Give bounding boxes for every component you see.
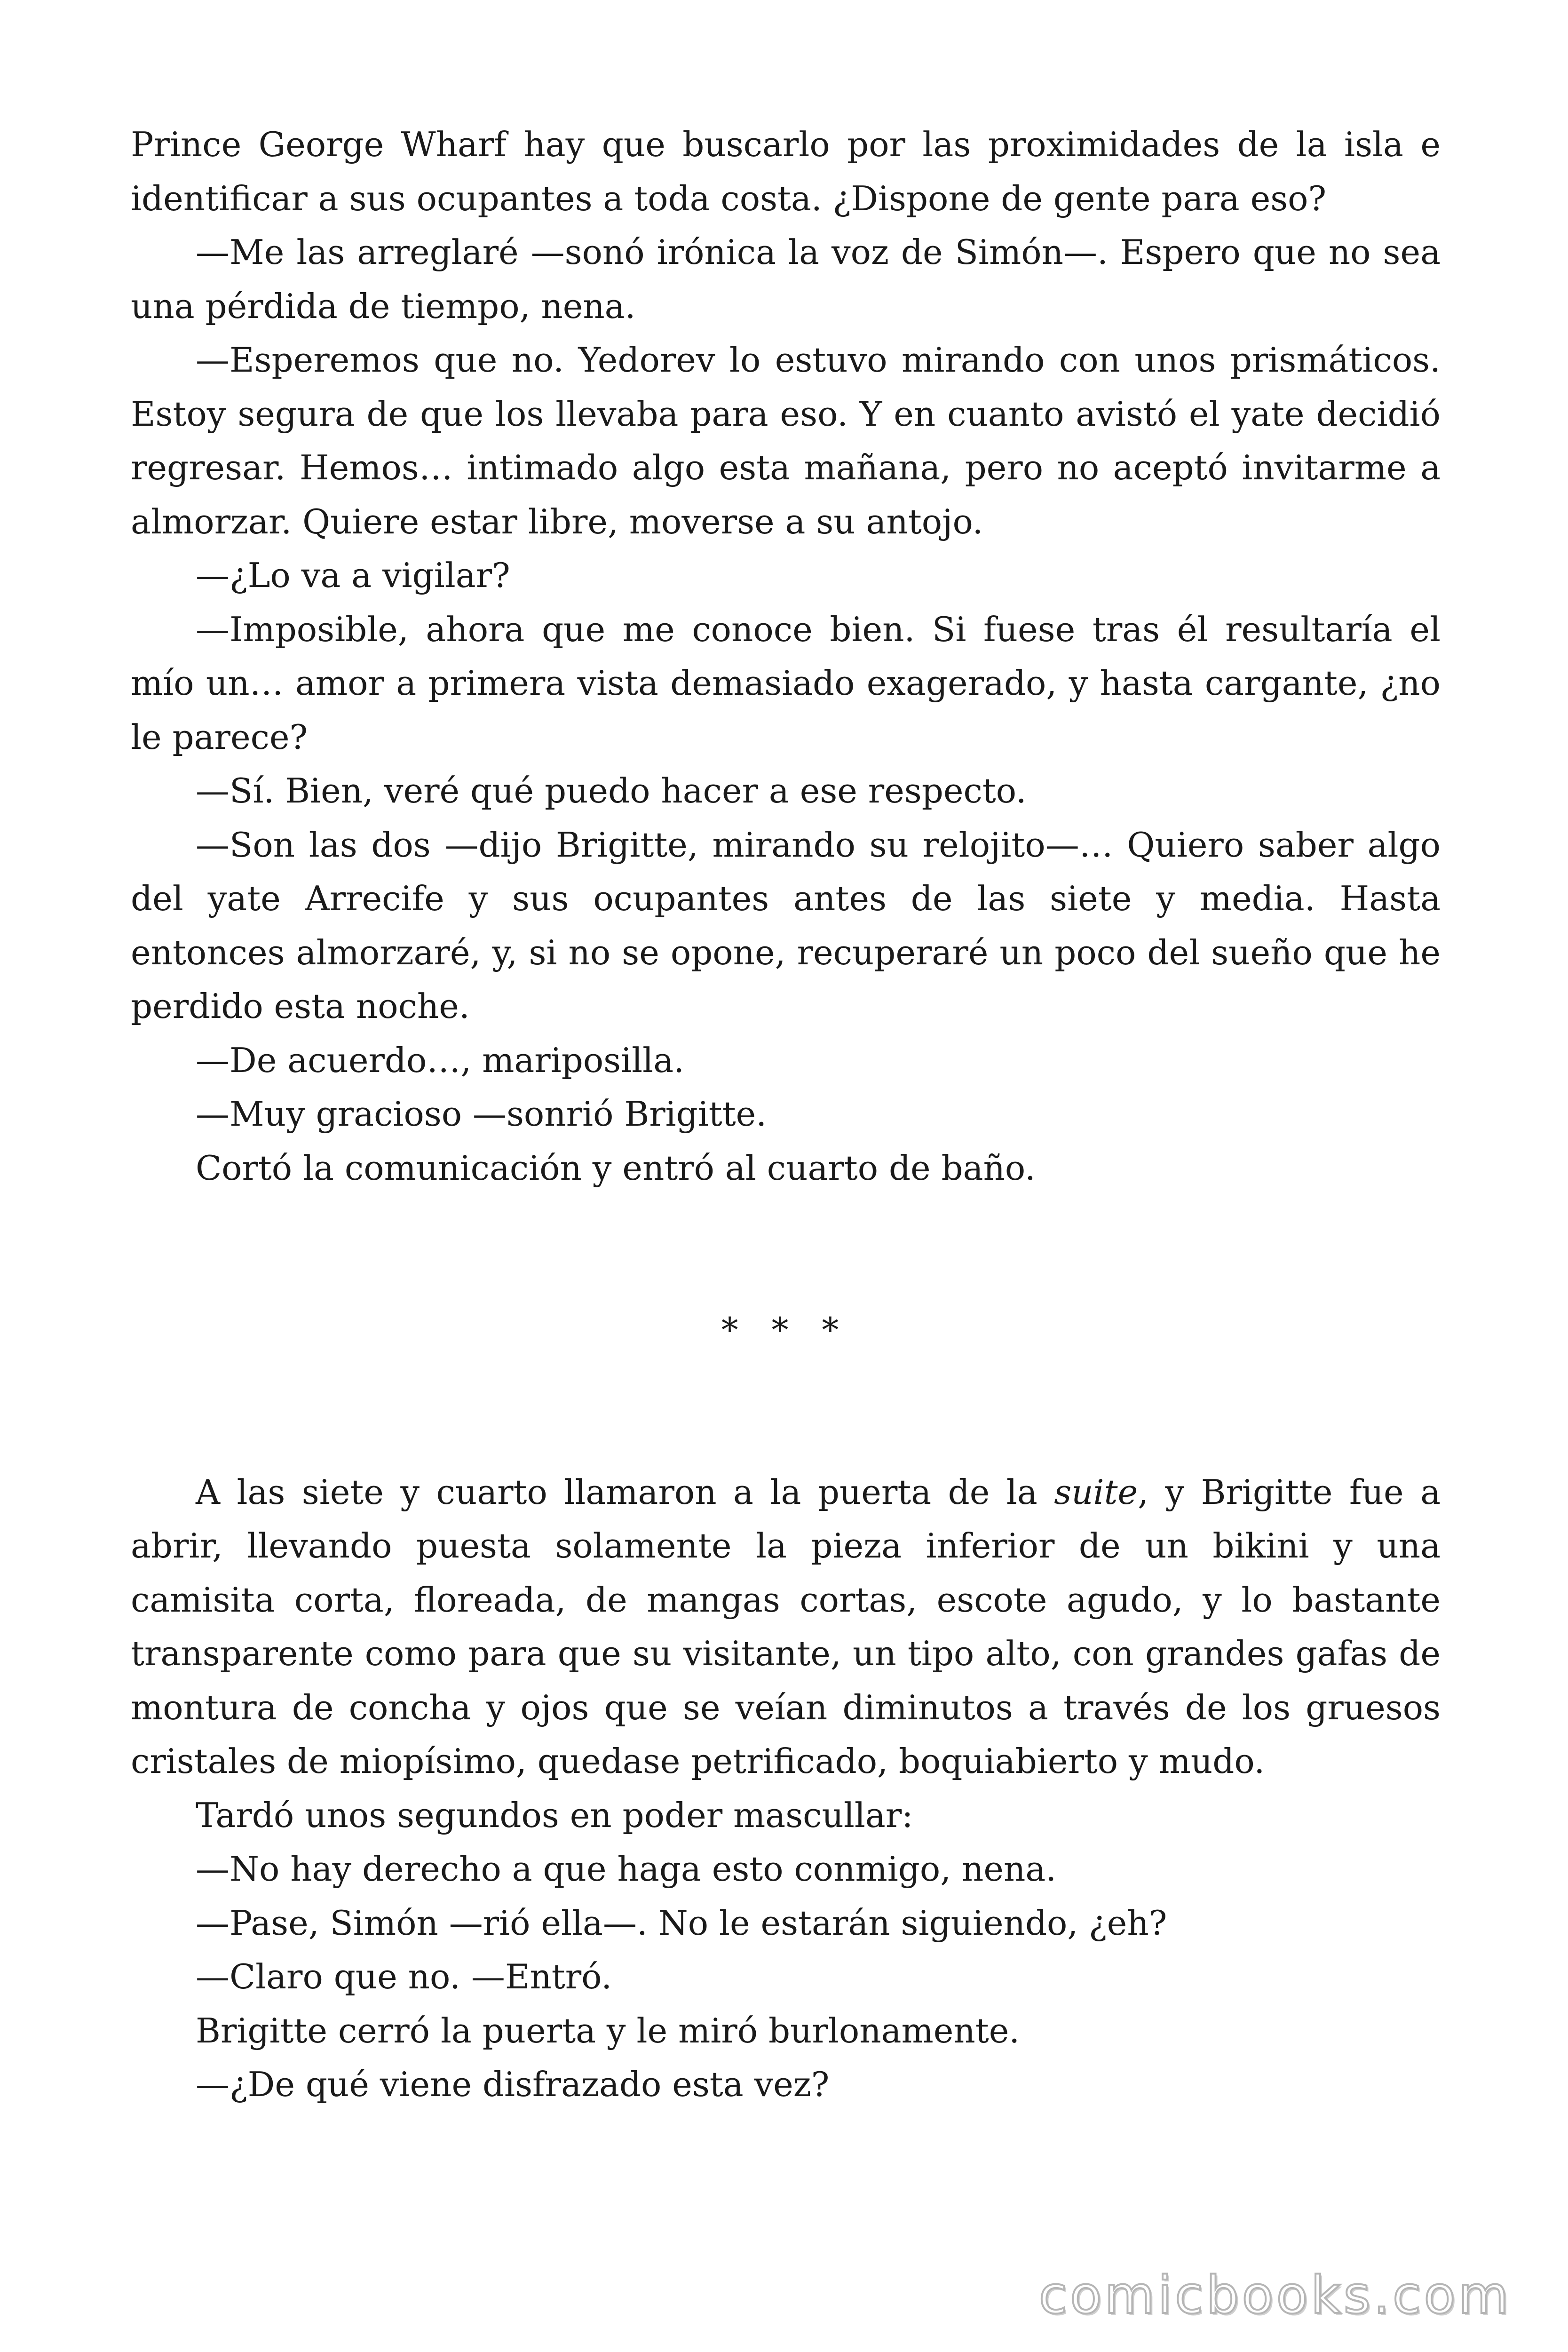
paragraph: —Sí. Bien, veré qué puedo hacer a ese respecto.	[196, 771, 1027, 810]
paragraph: —Me las arreglaré —sonó irónica la voz de Simón—. Espero que no sea una pérdida de tiempo, nena.	[131, 232, 1441, 326]
paragraph: —¿Lo va a vigilar?	[196, 556, 510, 595]
paragraph: —Esperemos que no. Yedorev lo estuvo mirando con unos prismáticos. Estoy segura de que los llevaba para eso. Y en cuanto avistó el yate decidió regresar. Hemos… intimado algo esta mañana, pero no aceptó invitarme a almorzar. Quiere estar libre, moverse a su antojo.	[131, 340, 1441, 541]
section-gap	[131, 1357, 1441, 1465]
paragraph: —Son las dos —dijo Brigitte, mirando su relojito—… Quiero saber algo del yate Arrecife y sus ocupantes antes de las siete y media. Hasta entonces almorzaré, y, si no se opone, recuperaré un poco del sueño que he perdido esta noche.	[131, 825, 1441, 1026]
paragraph: Tardó unos segundos en poder mascullar:	[196, 1795, 913, 1835]
paragraph: —¿De qué viene disfrazado esta vez?	[196, 2065, 830, 2104]
paragraph: —De acuerdo…, mariposilla.	[196, 1040, 685, 1080]
paragraph: —Imposible, ahora que me conoce bien. Si fuese tras él resultaría el mío un… amor a primera vista demasiado exagerado, y hasta cargante, ¿no le parece?	[131, 609, 1441, 757]
page-body	[131, 118, 1441, 2112]
paragraph: —Pase, Simón —rió ella—. No le estarán siguiendo, ¿eh?	[196, 1903, 1167, 1943]
paragraph: Prince George Wharf hay que buscarlo por las proximidades de la isla e identificar a sus ocupantes a toda costa. ¿Dispone de gente para eso?	[131, 125, 1441, 218]
watermark-logo: comicbooks.com	[1038, 2265, 1512, 2325]
paragraph-text: A las siete y cuarto llamaron a la puerta de la	[196, 1472, 1054, 1512]
italic-word: suite	[1054, 1472, 1138, 1512]
paragraph	[131, 1465, 1441, 1788]
paragraph: —Claro que no. —Entró.	[196, 1957, 612, 1996]
section-gap	[131, 1195, 1441, 1303]
paragraph: Cortó la comunicación y entró al cuarto de baño.	[196, 1148, 1036, 1188]
paragraph: Brigitte cerró la puerta y le miró burlonamente.	[196, 2010, 1020, 2050]
paragraph: —No hay derecho a que haga esto conmigo, nena.	[196, 1849, 1057, 1889]
paragraph: —Muy gracioso —sonrió Brigitte.	[196, 1094, 767, 1134]
section-separator: * * *	[721, 1310, 850, 1350]
paragraph-text: , y Brigitte fue a abrir, llevando puesta solamente la pieza inferior de un bikini y una camisita corta, floreada, de mangas cortas, escote agudo, y lo bastante transparente como para que su visitante, un tipo alto, con grandes gafas de montura de concha y ojos que se veían diminutos a través de los gruesos cristales de miopísimo, quedase petrificado, boquiabierto y mudo.	[131, 1472, 1441, 1781]
